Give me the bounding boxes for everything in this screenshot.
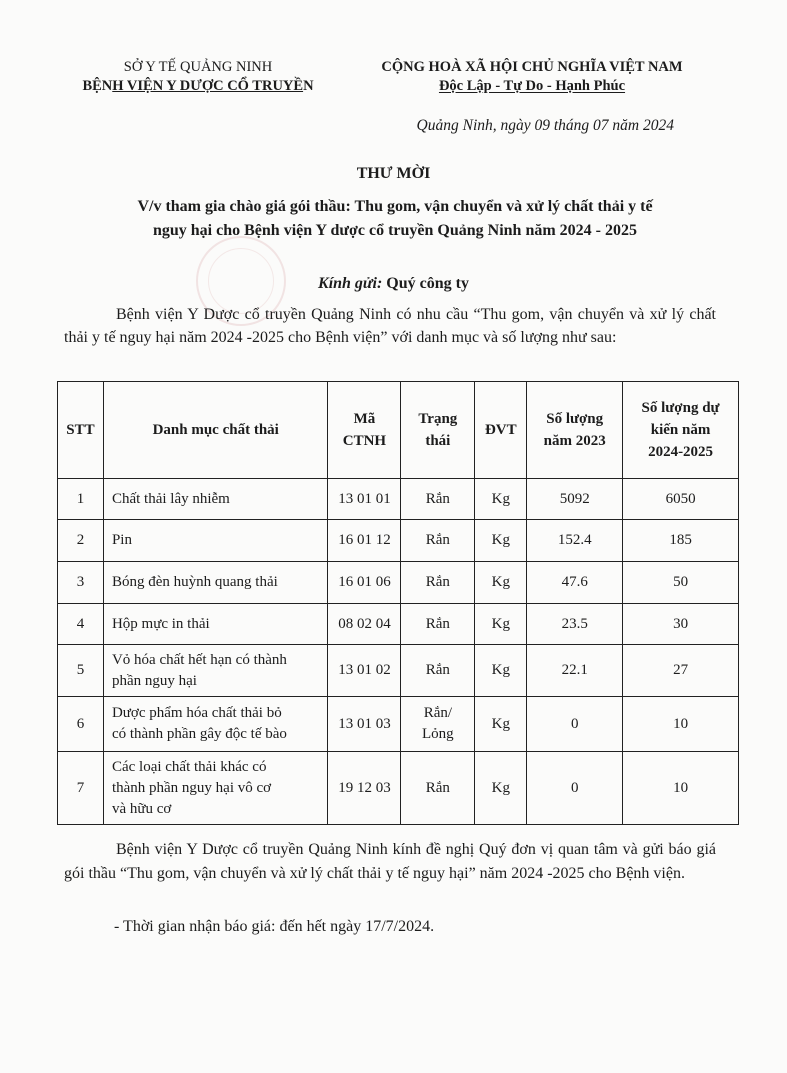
cell-stt: 2	[58, 520, 104, 562]
intro-paragraph: Bệnh viện Y Dược cổ truyền Quảng Ninh có nhu cầu “Thu gom, vận chuyển và xử lý chất thải y tế nguy hại năm 2024 -2025 cho Bệnh viện” với danh mục và số lượng như sau:	[64, 306, 716, 346]
cell-code: 13 01 03	[328, 697, 401, 752]
cell-qty-plan: 185	[623, 520, 739, 562]
national-motto: Độc Lập - Tự Do - Hạnh Phúc	[438, 78, 626, 94]
cell-category: Hộp mực in thải	[103, 604, 328, 645]
cell-state: Rắn	[401, 520, 475, 562]
ministry-name: SỞ Y TẾ QUẢNG NINH	[123, 59, 273, 75]
cell-qty-2023: 5092	[527, 479, 623, 520]
cell-stt: 1	[58, 479, 104, 520]
cell-code: 19 12 03	[328, 752, 401, 825]
deadline-note: - Thời gian nhận báo giá: đến hết ngày 17/7/2024.	[114, 918, 435, 935]
header-stt: STT	[58, 382, 104, 479]
cell-qty-2023: 22.1	[527, 645, 623, 697]
cell-category: Bóng đèn huỳnh quang thải	[103, 562, 328, 604]
hospital-name: BỆNH VIỆN Y DƯỢC CỔ TRUYỀN	[82, 78, 314, 94]
cell-category: Các loại chất thải khác có thành phần nguy hại vô cơ và hữu cơ	[103, 752, 328, 825]
cell-unit: Kg	[475, 604, 527, 645]
cell-qty-plan: 10	[623, 752, 739, 825]
cell-code: 13 01 01	[328, 479, 401, 520]
greeting: Kính gửi: Quý công ty	[318, 275, 469, 292]
cell-unit: Kg	[475, 697, 527, 752]
header-category: Danh mục chất thải	[103, 382, 328, 479]
document-title: THƯ MỜI	[356, 165, 431, 182]
cell-qty-plan: 27	[623, 645, 739, 697]
cell-stt: 3	[58, 562, 104, 604]
cell-qty-plan: 6050	[623, 479, 739, 520]
table-row	[58, 697, 739, 752]
table-row	[58, 645, 739, 697]
cell-code: 08 02 04	[328, 604, 401, 645]
table-row	[58, 520, 739, 562]
table-row	[58, 604, 739, 645]
cell-qty-2023: 0	[527, 752, 623, 825]
cell-state: Rắn	[401, 562, 475, 604]
cell-category: Dược phẩm hóa chất thải bỏ có thành phần gây độc tế bào	[103, 697, 328, 752]
cell-category: Vỏ hóa chất hết hạn có thành phần nguy hại	[103, 645, 328, 697]
cell-qty-2023: 47.6	[527, 562, 623, 604]
cell-state: Rắn	[401, 752, 475, 825]
cell-stt: 6	[58, 697, 104, 752]
cell-category: Pin	[103, 520, 328, 562]
cell-stt: 7	[58, 752, 104, 825]
cell-unit: Kg	[475, 645, 527, 697]
cell-qty-plan: 30	[623, 604, 739, 645]
cell-qty-2023: 23.5	[527, 604, 623, 645]
cell-state: Rắn	[401, 645, 475, 697]
cell-stt: 4	[58, 604, 104, 645]
closing-paragraph: Bệnh viện Y Dược cổ truyền Quảng Ninh kính đề nghị Quý đơn vị quan tâm và gửi báo giá gói thầu “Thu gom, vận chuyển và xử lý chất thải y tế nguy hại” năm 2024 -2025 cho Bệnh viện.	[64, 841, 716, 882]
cell-code: 13 01 02	[328, 645, 401, 697]
cell-stt: 5	[58, 645, 104, 697]
cell-state: Rắn/ Lỏng	[401, 697, 475, 752]
header-qty-2023: Số lượng năm 2023	[527, 382, 623, 479]
table-row	[58, 479, 739, 520]
cell-unit: Kg	[475, 752, 527, 825]
cell-qty-2023: 0	[527, 697, 623, 752]
subject-line-2: nguy hại cho Bệnh viện Y dược cổ truyền Quảng Ninh năm 2024 - 2025	[152, 222, 637, 239]
header-qty-plan: Số lượng dự kiến năm 2024-2025	[623, 382, 739, 479]
cell-unit: Kg	[475, 479, 527, 520]
cell-state: Rắn	[401, 604, 475, 645]
header-unit: ĐVT	[475, 382, 527, 479]
subject-line-1: V/v tham gia chào giá gói thầu: Thu gom, vận chuyển và xử lý chất thải y tế	[137, 198, 653, 215]
document-date: Quảng Ninh, ngày 09 tháng 07 năm 2024	[416, 117, 674, 134]
table-header-row	[58, 382, 739, 479]
cell-category: Chất thải lây nhiễm	[103, 479, 328, 520]
table-row	[58, 562, 739, 604]
issuing-organization	[62, 58, 334, 96]
cell-qty-2023: 152.4	[527, 520, 623, 562]
document-subject	[60, 195, 730, 243]
cell-code: 16 01 12	[328, 520, 401, 562]
waste-table	[57, 381, 739, 825]
table-row	[58, 752, 739, 825]
cell-unit: Kg	[475, 520, 527, 562]
header-code: Mã CTNH	[328, 382, 401, 479]
cell-qty-plan: 50	[623, 562, 739, 604]
cell-state: Rắn	[401, 479, 475, 520]
cell-code: 16 01 06	[328, 562, 401, 604]
cell-qty-plan: 10	[623, 697, 739, 752]
cell-unit: Kg	[475, 562, 527, 604]
national-title: CỘNG HOÀ XÃ HỘI CHỦ NGHĨA VIỆT NAM	[381, 59, 683, 75]
header-state: Trạng thái	[401, 382, 475, 479]
national-header	[346, 58, 718, 96]
